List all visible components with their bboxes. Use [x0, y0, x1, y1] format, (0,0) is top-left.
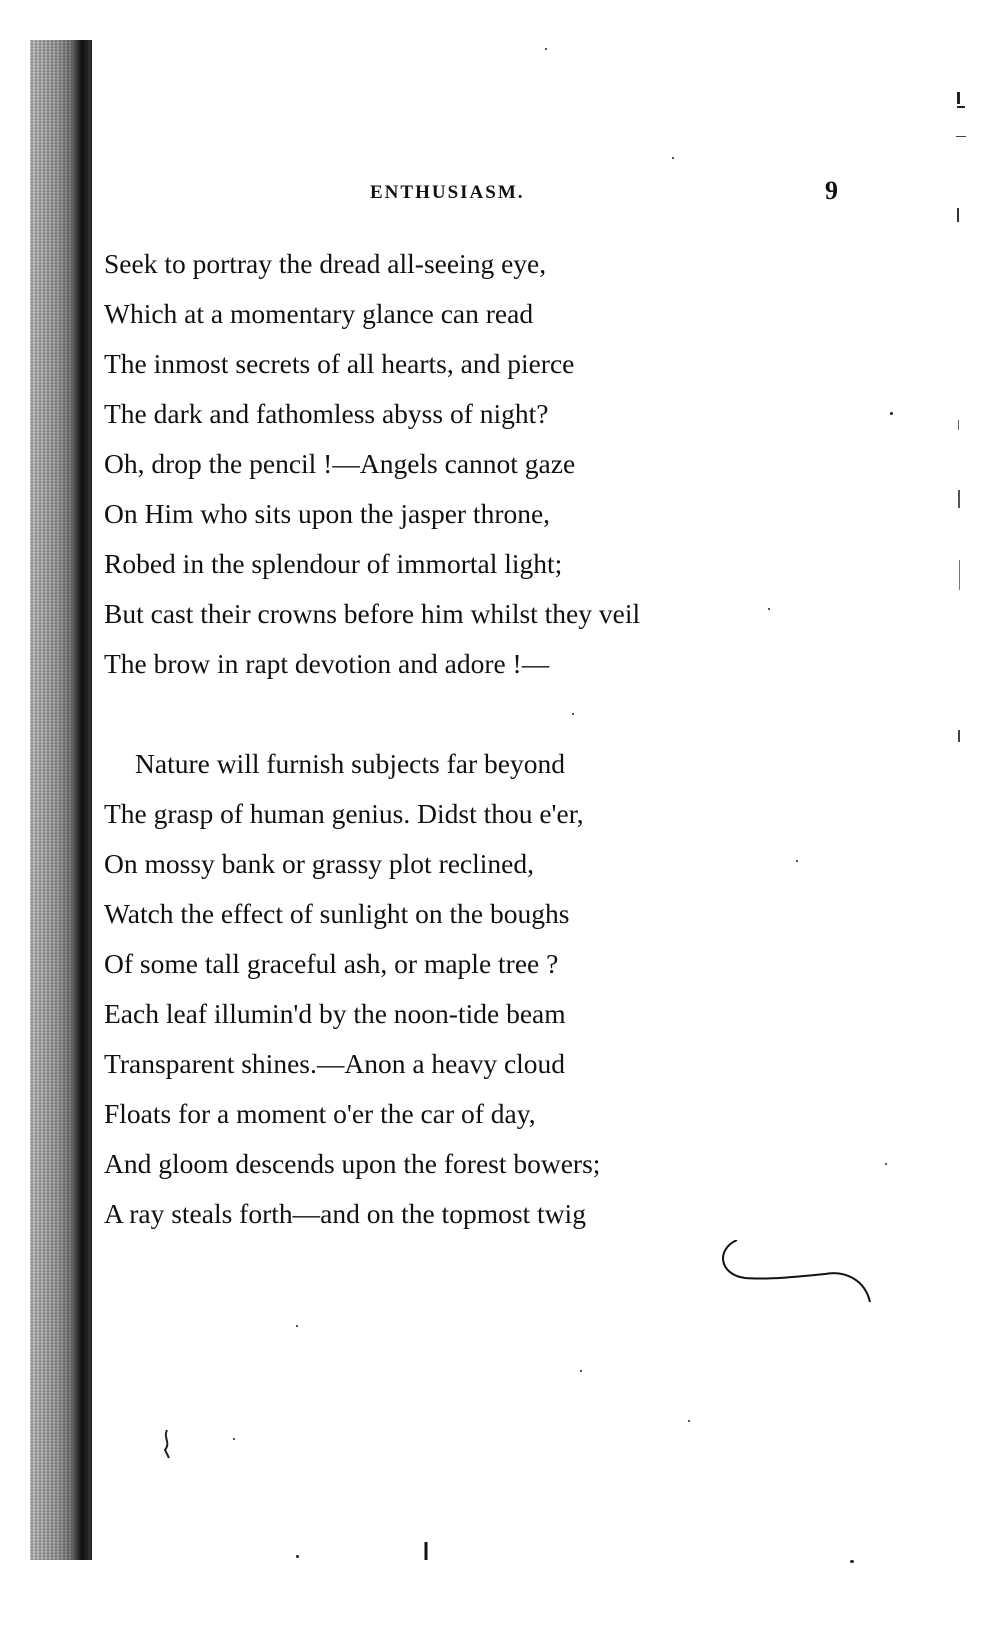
poem-line: A ray steals forth—and on the topmost twig — [104, 1198, 586, 1229]
poem-line: Of some tall graceful ash, or maple tree ? — [104, 948, 559, 979]
poem-line: The dark and fathomless abyss of night? — [104, 398, 549, 429]
poem-line: Which at a momentary glance can read — [104, 298, 534, 329]
binding-gutter-edge — [72, 40, 88, 1560]
ink-tick-icon — [420, 1540, 432, 1564]
pencil-scribble-icon — [715, 1240, 875, 1600]
poem-line: The brow in rapt devotion and adore !— — [104, 648, 550, 679]
bleed-through-marks — [950, 90, 970, 790]
page-header — [100, 176, 860, 212]
stanza-1 — [104, 239, 824, 689]
poem-line: Robed in the splendour of immortal light; — [104, 548, 563, 579]
running-head: ENTHUSIASM. — [370, 182, 525, 203]
edge-marks-icon — [950, 90, 970, 790]
poem-line: The grasp of human genius. Didst thou e'er, — [104, 798, 584, 829]
stanza-2 — [104, 739, 824, 1239]
poem-line: Transparent shines.—Anon a heavy cloud — [104, 1048, 566, 1079]
poem-line: Seek to portray the dread all-seeing eye, — [104, 248, 547, 279]
poem-line: On mossy bank or grassy plot reclined, — [104, 848, 534, 879]
poem-line: And gloom descends upon the forest bowers; — [104, 1148, 601, 1179]
poem-line: Each leaf illumin'd by the noon-tide beam — [104, 998, 566, 1029]
poem-line: Watch the effect of sunlight on the boughs — [104, 898, 570, 929]
ink-mark-icon — [157, 1428, 177, 1462]
poem-line: Floats for a moment o'er the car of day, — [104, 1098, 536, 1129]
poem-line: But cast their crowns before him whilst they veil — [104, 598, 641, 629]
poem-body — [104, 239, 824, 1239]
stanza-break — [104, 689, 824, 739]
page-number: 9 — [825, 176, 838, 205]
poem-line: The inmost secrets of all hearts, and pierce — [104, 348, 575, 379]
poem-line: Oh, drop the pencil !—Angels cannot gaze — [104, 448, 576, 479]
poem-line: Nature will furnish subjects far beyond — [135, 748, 565, 779]
poem-line: On Him who sits upon the jasper throne, — [104, 498, 551, 529]
